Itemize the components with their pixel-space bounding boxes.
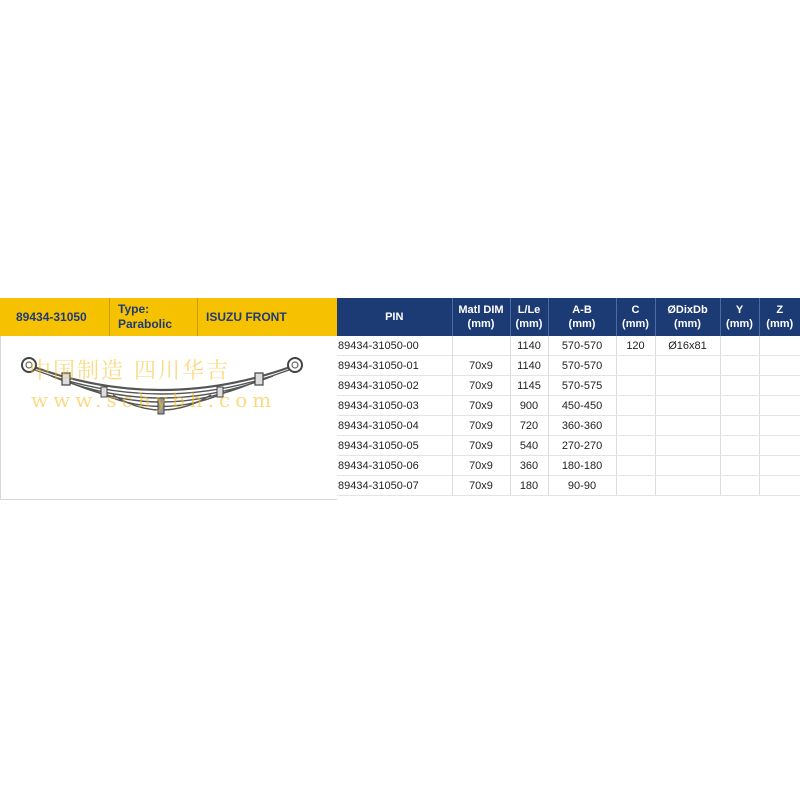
table-row [337, 476, 800, 496]
cell-c [616, 396, 655, 416]
column-header-c: C (mm) [616, 298, 655, 336]
cell-z [759, 396, 800, 416]
cell-matl-dim: 70x9 [452, 416, 510, 436]
cell-pin: 89434-31050-06 [337, 456, 452, 476]
cell-a-b: 570-570 [548, 336, 616, 356]
product-image-panel [0, 336, 337, 500]
column-header-length: L/Le (mm) [510, 298, 548, 336]
cell-c [616, 356, 655, 376]
cell-c [616, 476, 655, 496]
cell-eye-dia: Ø16x81 [655, 336, 720, 356]
cell-pin: 89434-31050-02 [337, 376, 452, 396]
spring-type [110, 298, 198, 336]
cell-length: 720 [510, 416, 548, 436]
table-row [337, 396, 800, 416]
cell-z [759, 356, 800, 376]
cell-a-b: 90-90 [548, 476, 616, 496]
cell-eye-dia [655, 356, 720, 376]
cell-a-b: 180-180 [548, 456, 616, 476]
cell-pin: 89434-31050-00 [337, 336, 452, 356]
cell-z [759, 376, 800, 396]
cell-eye-dia [655, 476, 720, 496]
type-value: Parabolic [118, 317, 173, 331]
model-number: 89434-31050 [0, 298, 110, 336]
cell-a-b: 570-575 [548, 376, 616, 396]
product-spec-sheet [0, 298, 800, 500]
cell-matl-dim: 70x9 [452, 436, 510, 456]
cell-matl-dim: 70x9 [452, 376, 510, 396]
cell-matl-dim: 70x9 [452, 456, 510, 476]
cell-y [720, 396, 759, 416]
cell-eye-dia [655, 376, 720, 396]
spec-table [337, 298, 800, 496]
cell-y [720, 456, 759, 476]
cell-length: 360 [510, 456, 548, 476]
column-header-matl-dim: Matl DIM (mm) [452, 298, 510, 336]
cell-z [759, 436, 800, 456]
column-header-a-b: A-B (mm) [548, 298, 616, 336]
column-header-z: Z (mm) [759, 298, 800, 336]
cell-length: 900 [510, 396, 548, 416]
cell-length: 180 [510, 476, 548, 496]
cell-y [720, 356, 759, 376]
cell-a-b: 570-570 [548, 356, 616, 376]
cell-eye-dia [655, 456, 720, 476]
cell-matl-dim: 70x9 [452, 476, 510, 496]
watermark-chinese-text: 中国制造 四川华吉 [29, 359, 230, 384]
cell-c [616, 416, 655, 436]
cell-pin: 89434-31050-01 [337, 356, 452, 376]
cell-pin: 89434-31050-07 [337, 476, 452, 496]
watermark-url: www.schybh.com [31, 388, 277, 412]
cell-length: 1140 [510, 356, 548, 376]
cell-y [720, 476, 759, 496]
vehicle-application: ISUZU FRONT [206, 310, 287, 324]
cell-matl-dim: 70x9 [452, 396, 510, 416]
cell-y [720, 416, 759, 436]
cell-pin: 89434-31050-04 [337, 416, 452, 436]
cell-length: 1145 [510, 376, 548, 396]
product-info-header [0, 298, 337, 336]
table-row [337, 436, 800, 456]
cell-z [759, 456, 800, 476]
cell-eye-dia [655, 436, 720, 456]
cell-c [616, 376, 655, 396]
cell-y [720, 376, 759, 396]
cell-eye-dia [655, 416, 720, 436]
column-header-eye-dia: ØDixDb (mm) [655, 298, 720, 336]
table-row [337, 376, 800, 396]
column-header-y: Y (mm) [720, 298, 759, 336]
table-row [337, 456, 800, 476]
cell-z [759, 476, 800, 496]
cell-eye-dia [655, 396, 720, 416]
cell-y [720, 336, 759, 356]
cell-length: 540 [510, 436, 548, 456]
cell-c [616, 456, 655, 476]
cell-a-b: 270-270 [548, 436, 616, 456]
cell-matl-dim [452, 336, 510, 356]
cell-matl-dim: 70x9 [452, 356, 510, 376]
cell-y [720, 436, 759, 456]
cell-z [759, 416, 800, 436]
type-label: Type: [118, 302, 150, 316]
cell-c [616, 436, 655, 456]
cell-pin: 89434-31050-03 [337, 396, 452, 416]
cell-a-b: 360-360 [548, 416, 616, 436]
table-row [337, 356, 800, 376]
column-header-pin: PIN [337, 298, 452, 336]
table-header-row [337, 298, 800, 336]
cell-pin: 89434-31050-05 [337, 436, 452, 456]
table-row [337, 336, 800, 356]
table-row [337, 416, 800, 436]
cell-a-b: 450-450 [548, 396, 616, 416]
cell-z [759, 336, 800, 356]
cell-length: 1140 [510, 336, 548, 356]
cell-c: 120 [616, 336, 655, 356]
